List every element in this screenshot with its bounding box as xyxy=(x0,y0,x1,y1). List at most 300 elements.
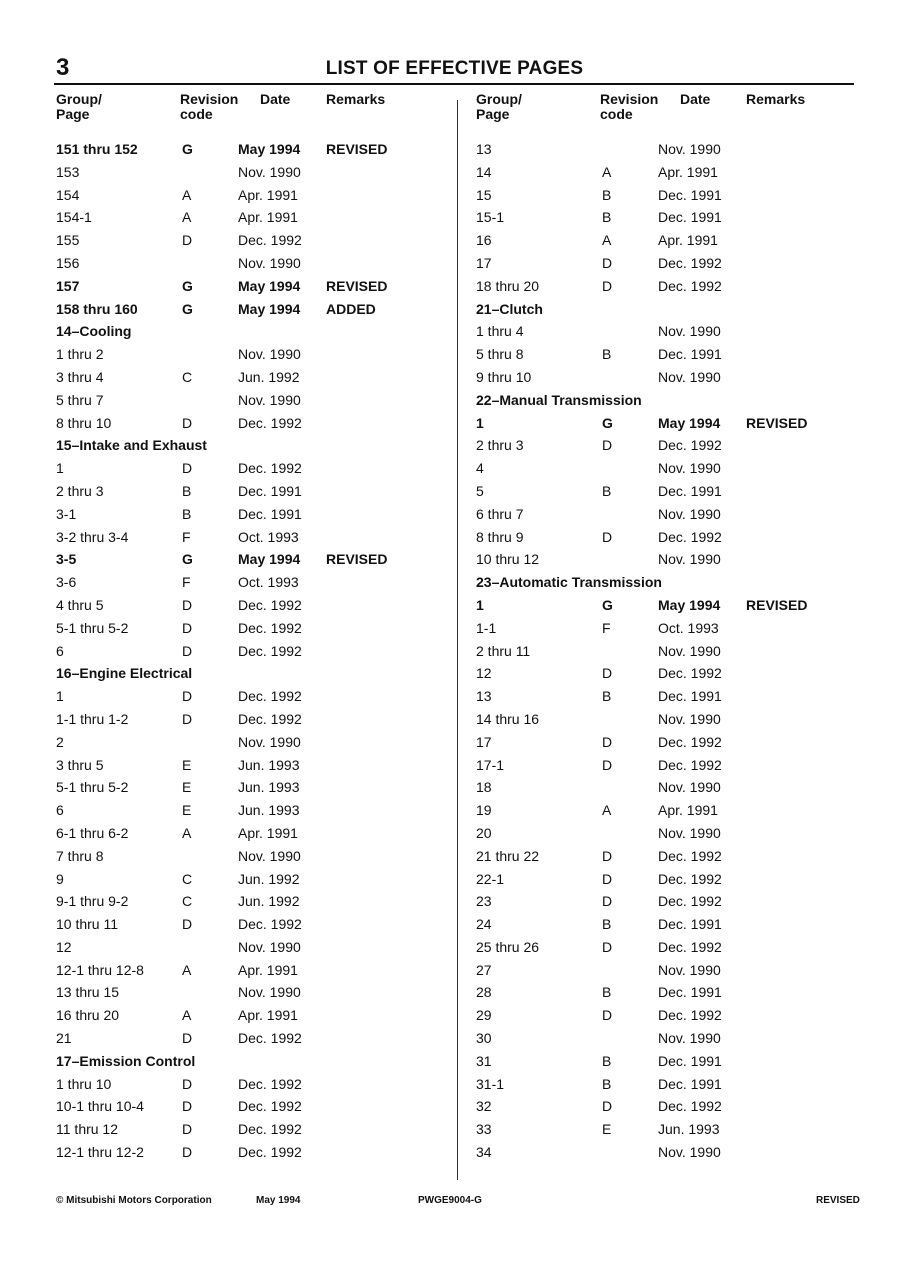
table-row xyxy=(56,366,446,389)
cell-code: C xyxy=(182,368,193,385)
cell-page: 14–Cooling xyxy=(56,323,132,340)
cell-date: May 1994 xyxy=(238,141,301,157)
table-row xyxy=(56,799,446,822)
table-row xyxy=(56,594,446,617)
table-row xyxy=(476,913,866,936)
right-column xyxy=(476,92,866,1164)
cell-page: 17–Emission Control xyxy=(56,1052,196,1069)
cell-date: Dec. 1992 xyxy=(658,756,722,773)
table-row xyxy=(56,412,446,435)
cell-code: B xyxy=(602,688,612,705)
cell-date: Dec. 1992 xyxy=(658,437,722,454)
group-heading xyxy=(56,662,446,685)
table-row xyxy=(56,981,446,1004)
cell-date: Nov. 1990 xyxy=(238,391,301,408)
cell-date: Dec. 1991 xyxy=(658,482,722,499)
cell-code: D xyxy=(602,665,613,682)
table-row xyxy=(56,457,446,480)
table-row xyxy=(56,1004,446,1027)
footer-copyright: © Mitsubishi Motors Corporation xyxy=(56,1195,212,1206)
cell-remarks: REVISED xyxy=(746,596,808,613)
table-row xyxy=(56,275,446,298)
cell-page: 5-1 thru 5-2 xyxy=(56,779,129,796)
cell-page: 154-1 xyxy=(56,209,92,226)
cell-page: 155 xyxy=(56,232,80,249)
cell-page: 19 xyxy=(476,802,492,819)
cell-code: D xyxy=(602,847,613,864)
table-row xyxy=(476,503,866,526)
cell-code: A xyxy=(182,961,192,978)
cell-page: 9-1 thru 9-2 xyxy=(56,893,129,910)
cell-page: 10 thru 11 xyxy=(56,916,119,933)
cell-page: 11 thru 12 xyxy=(56,1121,119,1138)
cell-code: D xyxy=(182,414,193,431)
table-row xyxy=(476,206,866,229)
cell-page: 6 xyxy=(56,802,64,819)
cell-page: 12-1 thru 12-2 xyxy=(56,1144,144,1161)
table-row xyxy=(476,548,866,571)
cell-page: 17-1 xyxy=(476,756,505,773)
cell-code: A xyxy=(182,209,192,226)
cell-date: Jun. 1993 xyxy=(238,779,300,796)
cell-page: 23–Automatic Transmission xyxy=(476,574,662,591)
cell-page: 13 xyxy=(476,688,492,705)
cell-code: G xyxy=(182,300,193,317)
table-row xyxy=(476,981,866,1004)
cell-date: May 1994 xyxy=(658,414,721,431)
table-row xyxy=(476,161,866,184)
cell-date: May 1994 xyxy=(238,300,301,317)
cell-code: B xyxy=(602,346,612,363)
cell-page: 31-1 xyxy=(476,1075,505,1092)
cell-date: Dec. 1991 xyxy=(658,688,722,705)
group-heading xyxy=(476,571,866,594)
header-revision-code: Revision code xyxy=(600,91,659,122)
cell-page: 154 xyxy=(56,186,80,203)
cell-page: 27 xyxy=(476,961,492,978)
cell-code: C xyxy=(182,870,193,887)
left-rows xyxy=(56,138,446,1164)
cell-date: May 1994 xyxy=(238,277,301,294)
cell-code: G xyxy=(182,551,193,568)
cell-page: 153 xyxy=(56,163,80,180)
cell-page: 18 xyxy=(476,779,492,796)
cell-code: D xyxy=(602,870,613,887)
cell-date: Dec. 1992 xyxy=(658,1007,722,1024)
cell-code: E xyxy=(182,802,192,819)
cell-date: Nov. 1990 xyxy=(658,460,721,477)
cell-page: 14 thru 16 xyxy=(476,710,540,727)
cell-code: G xyxy=(182,141,193,157)
table-row xyxy=(476,754,866,777)
cell-page: 4 thru 5 xyxy=(56,596,104,613)
cell-date: Dec. 1992 xyxy=(238,642,302,659)
cell-page: 1 xyxy=(476,414,484,431)
cell-date: Nov. 1990 xyxy=(658,323,721,340)
table-row xyxy=(56,389,446,412)
cell-date: Dec. 1992 xyxy=(658,938,722,955)
table-row xyxy=(56,890,446,913)
cell-code: D xyxy=(182,619,193,636)
cell-remarks: ADDED xyxy=(326,300,376,317)
cell-date: Jun. 1993 xyxy=(238,756,300,773)
table-row xyxy=(56,480,446,503)
table-row xyxy=(476,868,866,891)
cell-date: Nov. 1990 xyxy=(658,961,721,978)
cell-code: D xyxy=(602,938,613,955)
cell-page: 10 thru 12 xyxy=(476,551,540,568)
table-row xyxy=(476,434,866,457)
cell-page: 15–Intake and Exhaust xyxy=(56,437,207,454)
table-row xyxy=(56,184,446,207)
cell-code: D xyxy=(602,756,613,773)
cell-page: 158 thru 160 xyxy=(56,300,138,317)
cell-code: D xyxy=(182,596,193,613)
group-heading xyxy=(56,434,446,457)
table-row xyxy=(476,731,866,754)
cell-code: D xyxy=(182,1144,193,1161)
table-row xyxy=(56,252,446,275)
cell-date: Dec. 1992 xyxy=(658,870,722,887)
table-row xyxy=(56,161,446,184)
cell-date: Apr. 1991 xyxy=(238,209,298,226)
table-row xyxy=(56,343,446,366)
cell-page: 1 thru 10 xyxy=(56,1075,112,1092)
group-heading xyxy=(56,1050,446,1073)
cell-date: Dec. 1992 xyxy=(238,232,302,249)
table-row xyxy=(56,1141,446,1164)
table-row xyxy=(476,776,866,799)
cell-date: Oct. 1993 xyxy=(238,574,299,591)
cell-code: A xyxy=(602,802,612,819)
cell-page: 29 xyxy=(476,1007,492,1024)
title-rule xyxy=(54,83,854,85)
cell-date: Nov. 1990 xyxy=(658,779,721,796)
table-row xyxy=(56,571,446,594)
cell-code: D xyxy=(182,1098,193,1115)
cell-page: 3-1 xyxy=(56,505,77,522)
cell-date: Dec. 1992 xyxy=(658,1098,722,1115)
page-title: LIST OF EFFECTIVE PAGES xyxy=(325,58,584,79)
table-row xyxy=(476,320,866,343)
cell-date: May 1994 xyxy=(238,551,301,568)
cell-page: 157 xyxy=(56,277,80,294)
cell-date: Apr. 1991 xyxy=(238,1007,298,1024)
cell-date: Dec. 1992 xyxy=(658,277,722,294)
cell-page: 20 xyxy=(476,824,492,841)
cell-page: 28 xyxy=(476,984,492,1001)
cell-date: Oct. 1993 xyxy=(658,619,719,636)
table-row xyxy=(56,548,446,571)
table-row xyxy=(476,229,866,252)
cell-page: 22–Manual Transmission xyxy=(476,391,642,408)
cell-code: B xyxy=(602,984,612,1001)
cell-page: 151 thru 152 xyxy=(56,141,138,157)
cell-code: D xyxy=(182,1121,193,1138)
cell-code: B xyxy=(182,482,192,499)
cell-page: 2 xyxy=(56,733,64,750)
table-row xyxy=(56,526,446,549)
cell-page: 25 thru 26 xyxy=(476,938,540,955)
table-row xyxy=(476,252,866,275)
table-row xyxy=(56,754,446,777)
cell-page: 1 xyxy=(476,596,484,613)
cell-code: D xyxy=(602,1098,613,1115)
cell-code: B xyxy=(602,1052,612,1069)
table-row xyxy=(476,640,866,663)
cell-page: 4 xyxy=(476,460,484,477)
cell-page: 16–Engine Electrical xyxy=(56,665,193,682)
header-date: Date xyxy=(680,91,711,107)
cell-remarks: REVISED xyxy=(326,551,388,568)
cell-date: Nov. 1990 xyxy=(658,824,721,841)
footer-doc-code: PWGE9004-G xyxy=(418,1195,482,1206)
cell-page: 24 xyxy=(476,916,492,933)
table-row xyxy=(56,776,446,799)
cell-date: Nov. 1990 xyxy=(658,551,721,568)
cell-page: 16 xyxy=(476,232,492,249)
cell-date: Dec. 1992 xyxy=(658,665,722,682)
cell-date: Dec. 1992 xyxy=(238,596,302,613)
cell-code: B xyxy=(602,1075,612,1092)
cell-page: 6-1 thru 6-2 xyxy=(56,824,129,841)
cell-page: 3 thru 4 xyxy=(56,368,104,385)
table-row xyxy=(56,1027,446,1050)
cell-code: F xyxy=(182,528,191,545)
cell-code: A xyxy=(182,186,192,203)
cell-code: A xyxy=(602,163,612,180)
cell-remarks: REVISED xyxy=(746,414,808,431)
column-header xyxy=(476,92,866,138)
group-heading xyxy=(476,298,866,321)
table-row xyxy=(56,1073,446,1096)
cell-date: Nov. 1990 xyxy=(238,254,301,271)
cell-date: Dec. 1992 xyxy=(238,1121,302,1138)
cell-code: E xyxy=(182,779,192,796)
cell-date: Jun. 1992 xyxy=(238,870,300,887)
cell-date: Dec. 1991 xyxy=(658,209,722,226)
cell-code: D xyxy=(602,893,613,910)
cell-page: 12 xyxy=(476,665,492,682)
cell-code: D xyxy=(182,642,193,659)
table-row xyxy=(56,822,446,845)
table-row xyxy=(56,1095,446,1118)
table-row xyxy=(476,708,866,731)
table-row xyxy=(56,298,446,321)
cell-page: 1-1 thru 1-2 xyxy=(56,710,129,727)
cell-date: Nov. 1990 xyxy=(238,163,301,180)
cell-date: Dec. 1992 xyxy=(658,733,722,750)
cell-page: 14 xyxy=(476,163,492,180)
table-row xyxy=(476,685,866,708)
cell-date: Dec. 1992 xyxy=(238,710,302,727)
table-row xyxy=(476,822,866,845)
header-remarks: Remarks xyxy=(326,91,386,107)
cell-page: 13 xyxy=(476,141,492,157)
footer-status: REVISED xyxy=(816,1195,860,1206)
cell-remarks: REVISED xyxy=(326,141,388,157)
cell-code: D xyxy=(182,916,193,933)
cell-code: E xyxy=(182,756,192,773)
table-row xyxy=(56,731,446,754)
cell-date: Nov. 1990 xyxy=(238,733,301,750)
cell-date: Dec. 1991 xyxy=(658,1052,722,1069)
group-heading xyxy=(56,320,446,343)
cell-date: Dec. 1992 xyxy=(238,1075,302,1092)
cell-date: Dec. 1992 xyxy=(658,254,722,271)
cell-date: Apr. 1991 xyxy=(238,961,298,978)
cell-date: Dec. 1992 xyxy=(238,1144,302,1161)
table-row xyxy=(56,913,446,936)
cell-page: 12 xyxy=(56,938,72,955)
table-row xyxy=(476,1004,866,1027)
table-row xyxy=(476,617,866,640)
cell-code: D xyxy=(182,1030,193,1047)
cell-date: Dec. 1992 xyxy=(238,688,302,705)
cell-code: D xyxy=(602,254,613,271)
cell-date: Apr. 1991 xyxy=(658,802,718,819)
table-row xyxy=(476,480,866,503)
header-remarks: Remarks xyxy=(746,91,806,107)
table-row xyxy=(56,685,446,708)
table-row xyxy=(476,1050,866,1073)
cell-code: B xyxy=(602,186,612,203)
table-row xyxy=(476,526,866,549)
cell-remarks: REVISED xyxy=(326,277,388,294)
cell-page: 16 thru 20 xyxy=(56,1007,120,1024)
header-revision-code: Revision code xyxy=(180,91,239,122)
cell-page: 6 xyxy=(56,642,64,659)
table-row xyxy=(56,503,446,526)
cell-date: Nov. 1990 xyxy=(658,710,721,727)
cell-date: Apr. 1991 xyxy=(238,186,298,203)
table-row xyxy=(476,959,866,982)
column-header xyxy=(56,92,446,138)
table-row xyxy=(56,845,446,868)
cell-page: 21 thru 22 xyxy=(476,847,540,864)
cell-page: 10-1 thru 10-4 xyxy=(56,1098,144,1115)
cell-date: Apr. 1991 xyxy=(658,232,718,249)
cell-date: Dec. 1991 xyxy=(658,984,722,1001)
cell-page: 15 xyxy=(476,186,492,203)
cell-date: Jun. 1992 xyxy=(238,368,300,385)
cell-code: B xyxy=(602,482,612,499)
cell-code: D xyxy=(602,437,613,454)
cell-date: May 1994 xyxy=(658,596,721,613)
table-row xyxy=(56,617,446,640)
cell-code: B xyxy=(602,209,612,226)
cell-page: 5 thru 8 xyxy=(476,346,524,363)
cell-code: F xyxy=(182,574,191,591)
cell-page: 5 thru 7 xyxy=(56,391,104,408)
cell-date: Oct. 1993 xyxy=(238,528,299,545)
page-number: 3 xyxy=(56,54,70,81)
cell-page: 13 thru 15 xyxy=(56,984,120,1001)
table-row xyxy=(56,868,446,891)
cell-page: 34 xyxy=(476,1144,492,1161)
header-date: Date xyxy=(260,91,291,107)
cell-code: E xyxy=(602,1121,612,1138)
cell-date: Dec. 1992 xyxy=(238,916,302,933)
cell-code: D xyxy=(182,232,193,249)
cell-code: A xyxy=(182,824,192,841)
right-rows xyxy=(476,138,866,1164)
cell-date: Nov. 1990 xyxy=(658,1030,721,1047)
cell-page: 5 xyxy=(476,482,484,499)
cell-date: Jun. 1993 xyxy=(238,802,300,819)
cell-page: 31 xyxy=(476,1052,492,1069)
table-row xyxy=(476,890,866,913)
table-row xyxy=(476,845,866,868)
cell-page: 33 xyxy=(476,1121,492,1138)
cell-page: 1 xyxy=(56,460,64,477)
cell-page: 5-1 thru 5-2 xyxy=(56,619,129,636)
cell-date: Dec. 1992 xyxy=(238,1030,302,1047)
cell-date: Nov. 1990 xyxy=(238,984,301,1001)
cell-date: Dec. 1992 xyxy=(238,619,302,636)
cell-code: D xyxy=(182,460,193,477)
cell-page: 15-1 xyxy=(476,209,505,226)
cell-code: F xyxy=(602,619,611,636)
table-row xyxy=(56,640,446,663)
table-row xyxy=(476,1095,866,1118)
cell-code: B xyxy=(602,916,612,933)
table-row xyxy=(476,457,866,480)
cell-date: Nov. 1990 xyxy=(658,642,721,659)
table-row xyxy=(476,343,866,366)
cell-code: G xyxy=(182,277,193,294)
cell-page: 9 xyxy=(56,870,64,887)
cell-date: Nov. 1990 xyxy=(658,505,721,522)
cell-date: Dec. 1991 xyxy=(658,1075,722,1092)
cell-date: Nov. 1990 xyxy=(238,938,301,955)
table-row xyxy=(56,229,446,252)
cell-page: 23 xyxy=(476,893,492,910)
cell-page: 1-1 xyxy=(476,619,497,636)
column-divider xyxy=(457,100,458,1180)
cell-page: 21–Clutch xyxy=(476,300,543,317)
cell-code: D xyxy=(602,1007,613,1024)
cell-date: Jun. 1993 xyxy=(658,1121,720,1138)
cell-page: 3-5 xyxy=(56,551,77,568)
cell-date: Dec. 1991 xyxy=(238,505,302,522)
table-row xyxy=(56,206,446,229)
cell-date: Nov. 1990 xyxy=(658,1144,721,1161)
cell-date: Nov. 1990 xyxy=(658,141,721,157)
cell-page: 8 thru 9 xyxy=(476,528,524,545)
table-row xyxy=(56,1118,446,1141)
footer-date: May 1994 xyxy=(256,1195,301,1206)
cell-date: Dec. 1992 xyxy=(658,528,722,545)
cell-page: 2 thru 3 xyxy=(476,437,524,454)
cell-date: Dec. 1991 xyxy=(658,916,722,933)
table-row xyxy=(476,662,866,685)
table-row xyxy=(476,275,866,298)
table-row xyxy=(476,184,866,207)
cell-page: 3-2 thru 3-4 xyxy=(56,528,129,545)
cell-page: 3 thru 5 xyxy=(56,756,104,773)
cell-page: 156 xyxy=(56,254,80,271)
cell-page: 22-1 xyxy=(476,870,505,887)
cell-date: Dec. 1992 xyxy=(238,460,302,477)
cell-date: Nov. 1990 xyxy=(658,368,721,385)
table-row xyxy=(476,1141,866,1164)
header-group-page: Group/ Page xyxy=(476,91,522,122)
cell-code: C xyxy=(182,893,193,910)
table-row xyxy=(476,936,866,959)
table-row xyxy=(56,138,446,161)
cell-date: Dec. 1991 xyxy=(238,482,302,499)
